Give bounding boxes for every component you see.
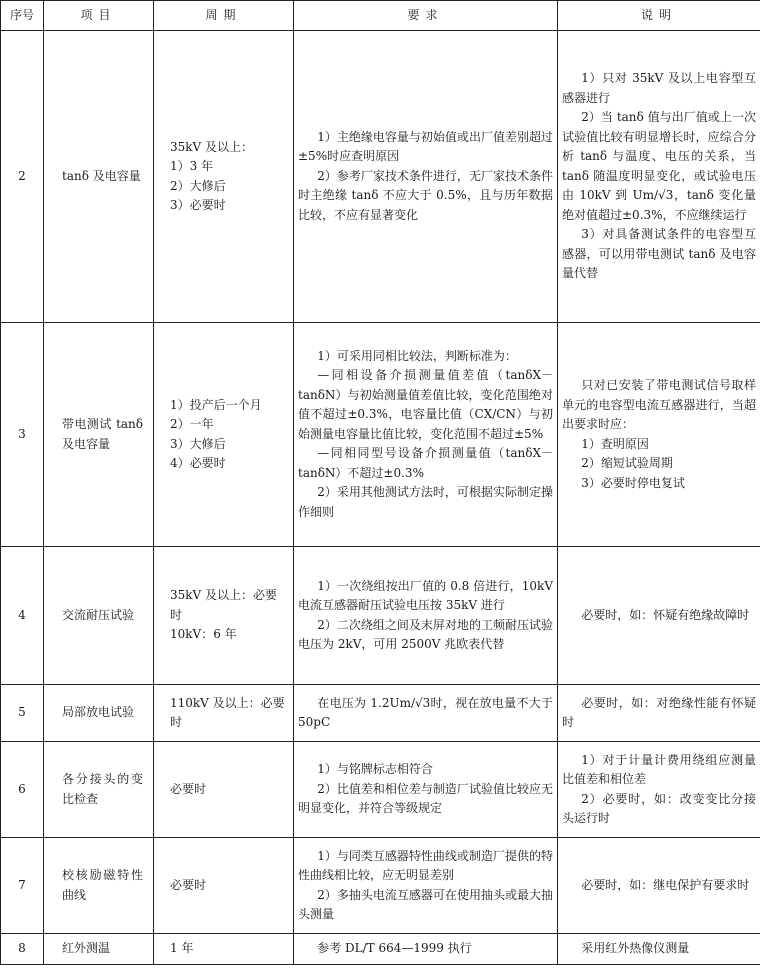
row-period: 1）投产后一个月 2）一年 3）大修后 4）必要时: [154, 323, 294, 547]
row-note: 必要时，如：怀疑有绝缘故障时: [558, 547, 760, 685]
row-seq: 2: [1, 31, 44, 323]
row-note: 1）对于计量计费用绕组应测量比值差和相位差 2）必要时，如：改变变比分接头运行时: [558, 742, 760, 838]
table-row: [1, 31, 760, 323]
row-note: 必要时，如：对绝缘性能有怀疑时: [558, 685, 760, 742]
header-item: 项目: [44, 1, 154, 31]
table-row: [1, 547, 760, 685]
row-requirement: 参考 DL/T 664—1999 执行: [294, 934, 558, 965]
header-note: 说明: [558, 1, 760, 31]
row-note: 只对已安装了带电测试信号取样单元的电容型电流互感器进行，当超出要求时应： 1）查明原因 2）缩短试验周期 3）必要时停电复试: [558, 323, 760, 547]
row-note: 必要时，如：继电保护有要求时: [558, 838, 760, 934]
row-seq: 8: [1, 934, 44, 965]
row-seq: 5: [1, 685, 44, 742]
header-seq: 序号: [1, 1, 44, 31]
row-requirement: 1）主绝缘电容量与初始值或出厂值差别超过±5%时应查明原因 2）参考厂家技术条件进行，无厂家技术条件时主绝缘 tanδ 不应大于 0.5%，且与历年数据比较，不应有显著变化: [294, 31, 558, 323]
table-row: [1, 934, 760, 965]
row-period: 35kV 及以上： 1）3 年 2）大修后 3）必要时: [154, 31, 294, 323]
row-seq: 3: [1, 323, 44, 547]
row-item: 校核励磁特性曲线: [44, 838, 154, 934]
row-requirement: 1）一次绕组按出厂值的 0.8 倍进行，10kV 电流互感器耐压试验电压按 35kV 进行 2）二次绕组之间及末屏对地的工频耐压试验电压为 2kV，可用 2500V 兆欧表代替: [294, 547, 558, 685]
row-item: 红外测温: [44, 934, 154, 965]
row-requirement: 1）与同类互感器特性曲线或制造厂提供的特性曲线相比较，应无明显差别 2）多抽头电流互感器可在使用抽头或最大抽头测量: [294, 838, 558, 934]
row-seq: 4: [1, 547, 44, 685]
row-note: 采用红外热像仪测量: [558, 934, 760, 965]
table-row: [1, 742, 760, 838]
row-note: 1）只对 35kV 及以上电容型互感器进行 2）当 tanδ 值与出厂值或上一次试验值比较有明显增长时，应综合分析 tanδ 与温度、电压的关系，当 tanδ 随温度明显变化，或试验电压由 10kV 到 Um/√3，tanδ 变化量绝对值超过±0.3%，不应继续运行 3）对具备测试条件的电容型互感器，可以用带电测试 tanδ 及电容量代替: [558, 31, 760, 323]
row-requirement: 在电压为 1.2Um/√3时，视在放电量不大于 50pC: [294, 685, 558, 742]
row-item: 各分接头的变比检查: [44, 742, 154, 838]
header-requirement: 要求: [294, 1, 558, 31]
row-seq: 6: [1, 742, 44, 838]
row-item: 交流耐压试验: [44, 547, 154, 685]
row-period: 必要时: [154, 742, 294, 838]
table-row: [1, 838, 760, 934]
row-item: 局部放电试验: [44, 685, 154, 742]
header-period: 周期: [154, 1, 294, 31]
row-item: 带电测试 tanδ 及电容量: [44, 323, 154, 547]
row-period: 必要时: [154, 838, 294, 934]
row-item: tanδ 及电容量: [44, 31, 154, 323]
row-seq: 7: [1, 838, 44, 934]
row-requirement: 1）可采用同相比较法，判断标准为： —同相设备介损测量值差值（tanδX－tanδN）与初始测量值差值比较，变化范围绝对值不超过±0.3%，电容量比值（CX/CN）与初始测量电容量比值比较，变化范围不超过±5% —同相同型号设备介损测量值（tanδX－tanδN）不超过±0.3% 2）采用其他测试方法时，可根据实际制定操作细则: [294, 323, 558, 547]
header-row: [1, 1, 760, 31]
table-row: [1, 323, 760, 547]
row-period: 110kV 及以上：必要时: [154, 685, 294, 742]
row-period: 35kV 及以上：必要时 10kV：6 年: [154, 547, 294, 685]
table-row: [1, 685, 760, 742]
row-period: 1 年: [154, 934, 294, 965]
row-requirement: 1）与铭牌标志相符合 2）比值差和相位差与制造厂试验值比较应无明显变化，并符合等级规定: [294, 742, 558, 838]
